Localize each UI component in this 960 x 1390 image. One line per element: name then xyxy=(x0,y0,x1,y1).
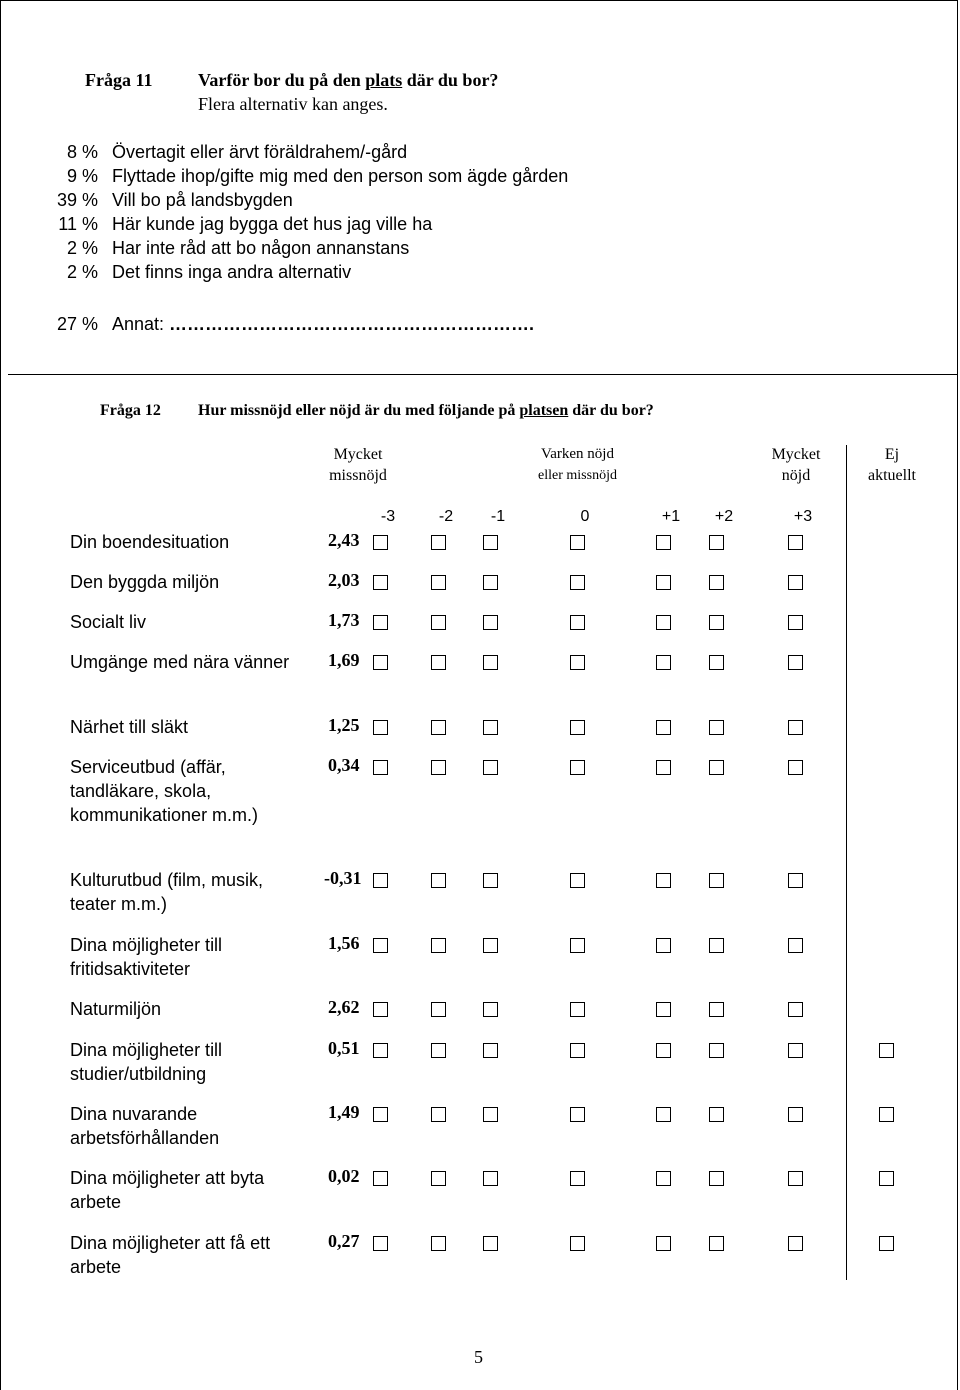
option-percent: 8 % xyxy=(66,142,98,162)
rating-checkbox[interactable] xyxy=(709,1107,724,1122)
row-mean-value: 1,69 xyxy=(328,650,360,670)
rating-checkbox[interactable] xyxy=(709,873,724,888)
rating-checkbox[interactable] xyxy=(788,720,803,735)
rating-checkbox[interactable] xyxy=(431,938,446,953)
rating-checkbox[interactable] xyxy=(570,938,585,953)
rating-checkbox[interactable] xyxy=(709,1002,724,1017)
rating-checkbox[interactable] xyxy=(570,1236,585,1251)
row-mean-value: 2,43 xyxy=(328,530,360,550)
rating-checkbox[interactable] xyxy=(656,615,671,630)
rating-checkbox[interactable] xyxy=(788,575,803,590)
row-mean-value: 0,51 xyxy=(328,1038,360,1058)
rating-checkbox[interactable] xyxy=(788,760,803,775)
rating-checkbox[interactable] xyxy=(709,535,724,550)
rating-checkbox[interactable] xyxy=(788,1236,803,1251)
rating-checkbox[interactable] xyxy=(431,1171,446,1186)
rating-checkbox[interactable] xyxy=(483,938,498,953)
option-text: Flyttade ihop/gifte mig med den person som ägde gården xyxy=(112,166,569,186)
option-percent: 2 % xyxy=(66,262,98,282)
rating-checkbox[interactable] xyxy=(483,1236,498,1251)
row-label: Dina nuvarande arbetsförhållanden xyxy=(70,1104,220,1148)
rating-checkbox[interactable] xyxy=(483,1002,498,1017)
option-text: Här kunde jag bygga det hus jag ville ha xyxy=(112,214,433,234)
rating-checkbox[interactable] xyxy=(656,720,671,735)
option-text: Annat: ……………………………………………………. xyxy=(112,314,535,334)
rating-checkbox[interactable] xyxy=(709,938,724,953)
row-mean-value: 1,56 xyxy=(328,933,360,953)
rating-checkbox[interactable] xyxy=(483,1171,498,1186)
question11-subtitle: Flera alternativ kan anges. xyxy=(198,94,388,114)
rating-checkbox[interactable] xyxy=(373,720,388,735)
rating-checkbox[interactable] xyxy=(483,720,498,735)
scale-value: +3 xyxy=(793,508,813,525)
header-neutral: Varken nöjd eller missnöjd xyxy=(538,446,617,483)
rating-checkbox[interactable] xyxy=(570,1043,585,1058)
scale-value: -2 xyxy=(438,508,454,525)
row-mean-value: -0,31 xyxy=(324,868,362,888)
option-percent: 2 % xyxy=(66,238,98,258)
rating-checkbox[interactable] xyxy=(373,1236,388,1251)
row-mean-value: 0,27 xyxy=(328,1231,360,1251)
rating-checkbox[interactable] xyxy=(570,873,585,888)
scale-value: +1 xyxy=(661,508,681,525)
row-mean-value: 2,03 xyxy=(328,570,360,590)
section-divider xyxy=(8,374,958,375)
rating-checkbox[interactable] xyxy=(656,1236,671,1251)
question11-title: Varför bor du på den plats där du bor? xyxy=(198,70,499,90)
rating-checkbox[interactable] xyxy=(788,1171,803,1186)
option-text: Har inte råd att bo någon annanstans xyxy=(112,238,410,258)
rating-checkbox[interactable] xyxy=(656,938,671,953)
row-label: Din boendesituation xyxy=(70,532,230,552)
rating-checkbox[interactable] xyxy=(570,575,585,590)
question12-label: Fråga 12 xyxy=(100,402,161,419)
rating-checkbox[interactable] xyxy=(788,938,803,953)
rating-checkbox[interactable] xyxy=(656,535,671,550)
option-percent: 27 % xyxy=(56,314,98,334)
rating-checkbox[interactable] xyxy=(709,1236,724,1251)
rating-checkbox[interactable] xyxy=(431,1002,446,1017)
row-label: Dina möjligheter till studier/utbildning xyxy=(70,1040,223,1084)
row-mean-value: 1,25 xyxy=(328,715,360,735)
rating-checkbox[interactable] xyxy=(788,615,803,630)
rating-checkbox[interactable] xyxy=(709,575,724,590)
rating-checkbox[interactable] xyxy=(709,760,724,775)
rating-checkbox[interactable] xyxy=(431,873,446,888)
scale-value: 0 xyxy=(580,508,590,525)
option-percent: 39 % xyxy=(56,190,98,210)
row-label: Dina möjligheter till fritidsaktiviteter xyxy=(70,935,223,979)
rating-checkbox[interactable] xyxy=(788,873,803,888)
rating-checkbox[interactable] xyxy=(431,720,446,735)
rating-checkbox[interactable] xyxy=(373,575,388,590)
rating-checkbox[interactable] xyxy=(373,873,388,888)
rating-checkbox[interactable] xyxy=(709,1171,724,1186)
option-text: Det finns inga andra alternativ xyxy=(112,262,352,282)
not-applicable-checkbox[interactable] xyxy=(879,1107,894,1122)
row-label: Den byggda miljön xyxy=(70,572,220,592)
rating-checkbox[interactable] xyxy=(656,575,671,590)
rating-checkbox[interactable] xyxy=(373,760,388,775)
row-label: Serviceutbud (affär, tandläkare, skola, kommunikationer m.m.) xyxy=(70,757,259,825)
rating-checkbox[interactable] xyxy=(656,873,671,888)
rating-checkbox[interactable] xyxy=(483,535,498,550)
row-mean-value: 1,49 xyxy=(328,1102,360,1122)
rating-checkbox[interactable] xyxy=(788,655,803,670)
scale-value: -3 xyxy=(380,508,396,525)
not-applicable-checkbox[interactable] xyxy=(879,1236,894,1251)
rating-checkbox[interactable] xyxy=(431,575,446,590)
rating-checkbox[interactable] xyxy=(483,760,498,775)
row-label: Naturmiljön xyxy=(70,999,162,1019)
rating-checkbox[interactable] xyxy=(431,655,446,670)
rating-checkbox[interactable] xyxy=(709,615,724,630)
row-mean-value: 2,62 xyxy=(328,997,360,1017)
rating-checkbox[interactable] xyxy=(483,655,498,670)
rating-checkbox[interactable] xyxy=(570,615,585,630)
rating-checkbox[interactable] xyxy=(483,1043,498,1058)
rating-checkbox[interactable] xyxy=(570,1002,585,1017)
scale-value: +2 xyxy=(714,508,734,525)
option-text: Övertagit eller ärvt föräldrahem/-gård xyxy=(112,142,408,162)
row-mean-value: 0,34 xyxy=(328,755,360,775)
rating-checkbox[interactable] xyxy=(788,1043,803,1058)
page-number: 5 xyxy=(474,1347,483,1367)
rating-checkbox[interactable] xyxy=(709,1043,724,1058)
rating-checkbox[interactable] xyxy=(656,1043,671,1058)
rating-checkbox[interactable] xyxy=(373,938,388,953)
rating-checkbox[interactable] xyxy=(656,760,671,775)
question11-label: Fråga 11 xyxy=(85,70,153,90)
row-mean-value: 1,73 xyxy=(328,610,360,630)
rating-checkbox[interactable] xyxy=(570,1107,585,1122)
rating-checkbox[interactable] xyxy=(373,1171,388,1186)
header-not-applicable: Ej aktuellt xyxy=(868,446,916,484)
rating-checkbox[interactable] xyxy=(483,1107,498,1122)
row-label: Umgänge med nära vänner xyxy=(70,652,290,672)
rating-checkbox[interactable] xyxy=(373,1043,388,1058)
question12-title: Hur missnöjd eller nöjd är du med följande på platsen där du bor? xyxy=(198,402,654,419)
not-applicable-checkbox[interactable] xyxy=(879,1043,894,1058)
row-label: Socialt liv xyxy=(70,612,147,632)
header-very-satisfied: Mycket nöjd xyxy=(771,446,821,484)
row-label: Närhet till släkt xyxy=(70,717,189,737)
rating-checkbox[interactable] xyxy=(788,1002,803,1017)
rating-checkbox[interactable] xyxy=(431,615,446,630)
row-label: Kulturutbud (film, musik, teater m.m.) xyxy=(70,870,264,914)
row-mean-value: 0,02 xyxy=(328,1166,360,1186)
rating-checkbox[interactable] xyxy=(788,1107,803,1122)
rating-checkbox[interactable] xyxy=(483,615,498,630)
rating-checkbox[interactable] xyxy=(570,535,585,550)
rating-checkbox[interactable] xyxy=(483,873,498,888)
rating-checkbox[interactable] xyxy=(431,1043,446,1058)
row-label: Dina möjligheter att få ett arbete xyxy=(70,1233,271,1277)
option-percent: 11 % xyxy=(58,214,98,234)
scale-value: -1 xyxy=(490,508,506,525)
rating-checkbox[interactable] xyxy=(483,575,498,590)
rating-checkbox[interactable] xyxy=(656,1002,671,1017)
rating-checkbox[interactable] xyxy=(709,655,724,670)
rating-checkbox[interactable] xyxy=(570,760,585,775)
header-very-dissatisfied: Mycket missnöjd xyxy=(329,446,387,484)
rating-checkbox[interactable] xyxy=(373,1107,388,1122)
na-column-divider xyxy=(846,445,847,1280)
rating-checkbox[interactable] xyxy=(373,535,388,550)
rating-checkbox[interactable] xyxy=(570,655,585,670)
row-label: Dina möjligheter att byta arbete xyxy=(70,1168,265,1212)
rating-checkbox[interactable] xyxy=(373,1002,388,1017)
rating-checkbox[interactable] xyxy=(373,615,388,630)
rating-checkbox[interactable] xyxy=(431,1236,446,1251)
rating-checkbox[interactable] xyxy=(431,760,446,775)
rating-checkbox[interactable] xyxy=(570,720,585,735)
rating-checkbox[interactable] xyxy=(373,655,388,670)
rating-checkbox[interactable] xyxy=(570,1171,585,1186)
rating-checkbox[interactable] xyxy=(709,720,724,735)
option-text: Vill bo på landsbygden xyxy=(112,190,293,210)
rating-checkbox[interactable] xyxy=(431,1107,446,1122)
rating-checkbox[interactable] xyxy=(656,1107,671,1122)
not-applicable-checkbox[interactable] xyxy=(879,1171,894,1186)
option-percent: 9 % xyxy=(66,166,98,186)
rating-checkbox[interactable] xyxy=(656,1171,671,1186)
rating-checkbox[interactable] xyxy=(656,655,671,670)
rating-checkbox[interactable] xyxy=(788,535,803,550)
rating-checkbox[interactable] xyxy=(431,535,446,550)
